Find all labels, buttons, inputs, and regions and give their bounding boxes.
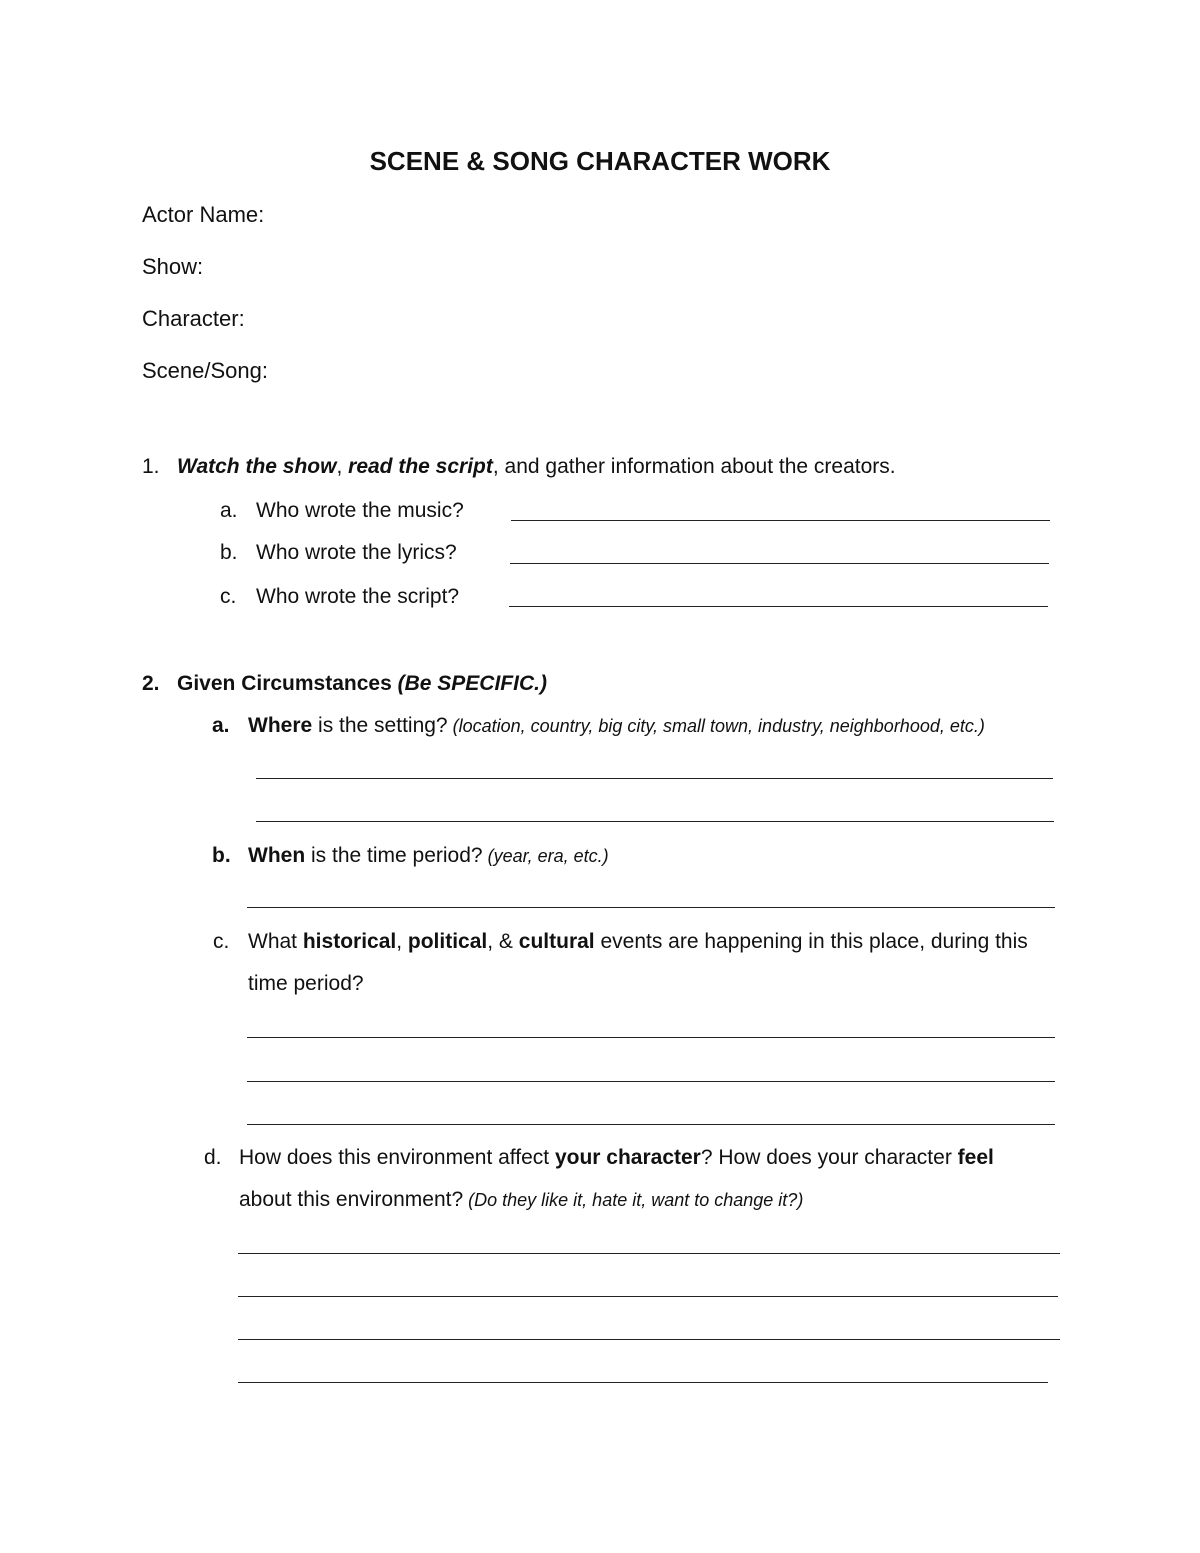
page-title: SCENE & SONG CHARACTER WORK xyxy=(369,146,831,176)
answer-line-environment-1[interactable] xyxy=(238,1253,1060,1254)
character-label: Character: xyxy=(142,306,245,331)
item-2c-question-line1 xyxy=(248,930,1028,954)
item-2a-question xyxy=(248,714,985,738)
item-2c-t3: , & xyxy=(487,930,519,953)
answer-line-environment-3[interactable] xyxy=(238,1339,1060,1340)
show-label: Show: xyxy=(142,254,204,279)
item-2d-t1: How does this environment affect xyxy=(239,1146,555,1169)
item-2d-line2: about this environment? xyxy=(239,1188,464,1211)
item-2d-question-line2 xyxy=(239,1188,803,1212)
item-2d-your-character: your character xyxy=(554,1146,701,1169)
item-2c-t2: , xyxy=(396,930,408,953)
item-2a-hint: (location, country, big city, small town, industry, neighborhood, etc.) xyxy=(447,716,985,736)
answer-line-events-3[interactable] xyxy=(247,1124,1055,1125)
answer-line-events-1[interactable] xyxy=(247,1037,1055,1038)
answer-line-script[interactable] xyxy=(509,606,1048,607)
item-2c-question-line2: time period? xyxy=(248,972,364,995)
answer-line-setting-1[interactable] xyxy=(256,778,1053,779)
answer-line-time-period[interactable] xyxy=(247,907,1055,908)
item-2b-hint: (year, era, etc.) xyxy=(482,846,609,866)
section-2-heading-hint: (Be SPECIFIC.) xyxy=(397,672,547,695)
item-2a-text: is the setting? xyxy=(312,714,448,737)
scene-song-label: Scene/Song: xyxy=(142,358,268,383)
item-1a-label: Who wrote the music? xyxy=(256,499,464,522)
section-1-lead-b: read the script xyxy=(348,455,493,478)
item-2d-letter: d. xyxy=(204,1146,222,1169)
answer-line-environment-4[interactable] xyxy=(238,1382,1048,1383)
section-2-heading xyxy=(177,672,547,696)
answer-line-music[interactable] xyxy=(511,520,1050,521)
item-1c-letter: c. xyxy=(220,585,237,608)
item-2a-bold: Where xyxy=(248,714,313,737)
item-1b-letter: b. xyxy=(220,541,238,564)
answer-line-setting-2[interactable] xyxy=(256,821,1054,822)
item-2b-letter: b. xyxy=(212,844,231,867)
item-2c-t4: events are happening in this place, during this xyxy=(594,930,1028,953)
item-2c-political: political xyxy=(407,930,488,953)
item-2b-question xyxy=(248,844,609,868)
item-2c-letter: c. xyxy=(213,930,230,953)
item-2d-t2: ? How does your character xyxy=(700,1146,958,1169)
answer-line-environment-2[interactable] xyxy=(238,1296,1058,1297)
section-2-heading-text: Given Circumstances xyxy=(177,672,398,695)
section-1-heading xyxy=(177,455,896,479)
section-1-number: 1. xyxy=(142,455,160,478)
item-2c-historical: historical xyxy=(302,930,397,953)
item-1c-label: Who wrote the script? xyxy=(256,585,460,608)
item-2b-bold: When xyxy=(248,844,306,867)
item-2d-feel: feel xyxy=(957,1146,994,1169)
item-2c-t1: What xyxy=(248,930,303,953)
section-1-rest: , and gather information about the creators. xyxy=(492,455,896,478)
item-2d-question-line1 xyxy=(239,1146,994,1170)
section-1-sep: , xyxy=(336,455,349,478)
item-2d-hint: (Do they like it, hate it, want to change it?) xyxy=(463,1190,804,1210)
answer-line-events-2[interactable] xyxy=(247,1081,1055,1082)
section-2-number: 2. xyxy=(142,672,160,695)
item-1a-letter: a. xyxy=(220,499,238,522)
item-2c-cultural: cultural xyxy=(518,930,595,953)
item-1b-label: Who wrote the lyrics? xyxy=(256,541,457,564)
section-1-lead-a: Watch the show xyxy=(177,455,337,478)
answer-line-lyrics[interactable] xyxy=(510,563,1049,564)
item-2a-letter: a. xyxy=(212,714,230,737)
item-2b-text: is the time period? xyxy=(305,844,483,867)
actor-name-label: Actor Name: xyxy=(142,202,265,227)
